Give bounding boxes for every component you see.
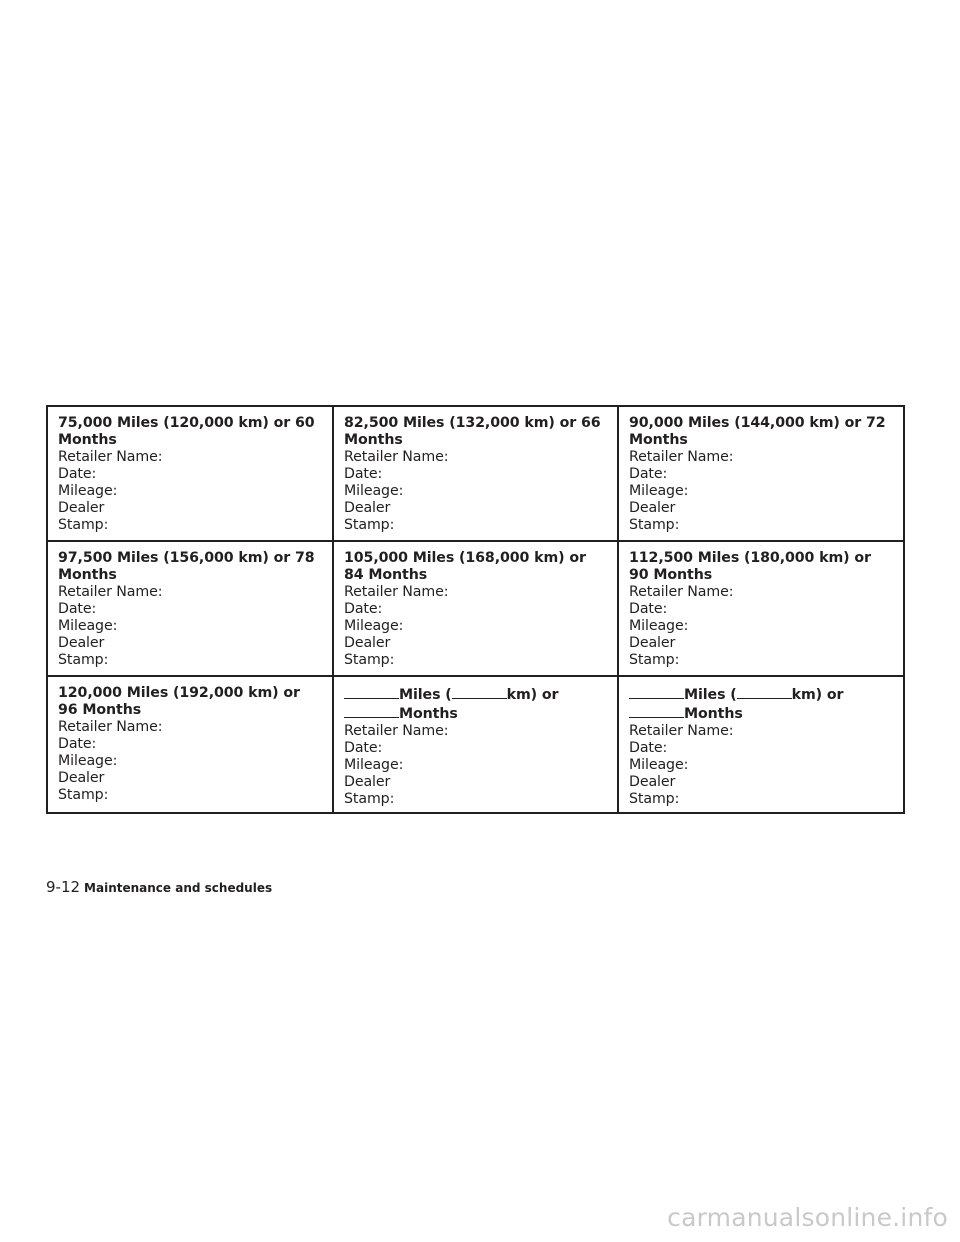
log-cell (618, 406, 904, 541)
table-row (47, 406, 904, 541)
mileage-label: Mileage: (629, 757, 689, 773)
stamp-label: Stamp: (344, 517, 395, 533)
stamp-label: Stamp: (629, 791, 680, 807)
km-label: km) or (791, 687, 844, 703)
date-label: Date: (344, 601, 383, 617)
mileage-label: Mileage: (344, 618, 404, 634)
page-number: 9-12 (46, 878, 81, 896)
dealer-label: Dealer (58, 635, 105, 651)
log-cell (333, 541, 618, 676)
mileage-label: Mileage: (629, 618, 689, 634)
retailer-name-label: Retailer Name: (629, 584, 734, 600)
dealer-label: Dealer (58, 500, 105, 516)
mileage-label: Mileage: (344, 483, 404, 499)
dealer-label: Dealer (58, 770, 105, 786)
dealer-label: Dealer (629, 774, 676, 790)
retailer-name-label: Retailer Name: (629, 723, 734, 739)
maintenance-log-table (46, 405, 905, 814)
mileage-label: Mileage: (58, 753, 118, 769)
interval-title: 90,000 Miles (144,000 km) or 72 Months (629, 415, 886, 448)
interval-title: 82,500 Miles (132,000 km) or 66 Months (344, 415, 601, 448)
log-cell-blank (618, 676, 904, 813)
months-blank-line (629, 704, 684, 718)
section-title: Maintenance and schedules (84, 881, 273, 895)
dealer-label: Dealer (629, 635, 676, 651)
table-row (47, 541, 904, 676)
retailer-name-label: Retailer Name: (344, 723, 449, 739)
km-label: km) or (506, 687, 559, 703)
log-cell (47, 541, 333, 676)
stamp-label: Stamp: (629, 517, 680, 533)
mileage-label: Mileage: (58, 618, 118, 634)
page-footer (46, 877, 272, 896)
retailer-name-label: Retailer Name: (58, 584, 163, 600)
stamp-label: Stamp: (344, 652, 395, 668)
miles-blank-line (344, 685, 399, 699)
retailer-name-label: Retailer Name: (58, 449, 163, 465)
retailer-name-label: Retailer Name: (344, 584, 449, 600)
mileage-label: Mileage: (629, 483, 689, 499)
watermark: carmanualsonline.info (667, 1203, 948, 1232)
table-row (47, 676, 904, 813)
date-label: Date: (344, 740, 383, 756)
date-label: Date: (629, 740, 668, 756)
months-label: Months (684, 706, 743, 722)
date-label: Date: (58, 466, 97, 482)
mileage-label: Mileage: (58, 483, 118, 499)
retailer-name-label: Retailer Name: (629, 449, 734, 465)
stamp-label: Stamp: (344, 791, 395, 807)
stamp-label: Stamp: (58, 517, 109, 533)
log-cell (47, 676, 333, 813)
interval-title: 120,000 Miles (192,000 km) or 96 Months (58, 685, 300, 718)
dealer-label: Dealer (344, 500, 391, 516)
interval-title: 105,000 Miles (168,000 km) or 84 Months (344, 550, 586, 583)
dealer-label: Dealer (629, 500, 676, 516)
dealer-label: Dealer (344, 635, 391, 651)
date-label: Date: (58, 736, 97, 752)
interval-title-blank (344, 685, 609, 723)
log-cell (618, 541, 904, 676)
stamp-label: Stamp: (58, 652, 109, 668)
dealer-label: Dealer (344, 774, 391, 790)
interval-title: 75,000 Miles (120,000 km) or 60 Months (58, 415, 315, 448)
months-label: Months (399, 706, 458, 722)
retailer-name-label: Retailer Name: (344, 449, 449, 465)
km-blank-line (737, 685, 792, 699)
months-blank-line (344, 704, 399, 718)
miles-label: Miles ( (399, 687, 452, 703)
miles-label: Miles ( (684, 687, 737, 703)
interval-title: 97,500 Miles (156,000 km) or 78 Months (58, 550, 315, 583)
log-cell (333, 406, 618, 541)
date-label: Date: (344, 466, 383, 482)
km-blank-line (452, 685, 507, 699)
date-label: Date: (629, 466, 668, 482)
mileage-label: Mileage: (344, 757, 404, 773)
date-label: Date: (629, 601, 668, 617)
log-cell-blank (333, 676, 618, 813)
interval-title: 112,500 Miles (180,000 km) or 90 Months (629, 550, 871, 583)
log-cell (47, 406, 333, 541)
stamp-label: Stamp: (58, 787, 109, 803)
date-label: Date: (58, 601, 97, 617)
interval-title-blank (629, 685, 895, 723)
stamp-label: Stamp: (629, 652, 680, 668)
miles-blank-line (629, 685, 684, 699)
retailer-name-label: Retailer Name: (58, 719, 163, 735)
